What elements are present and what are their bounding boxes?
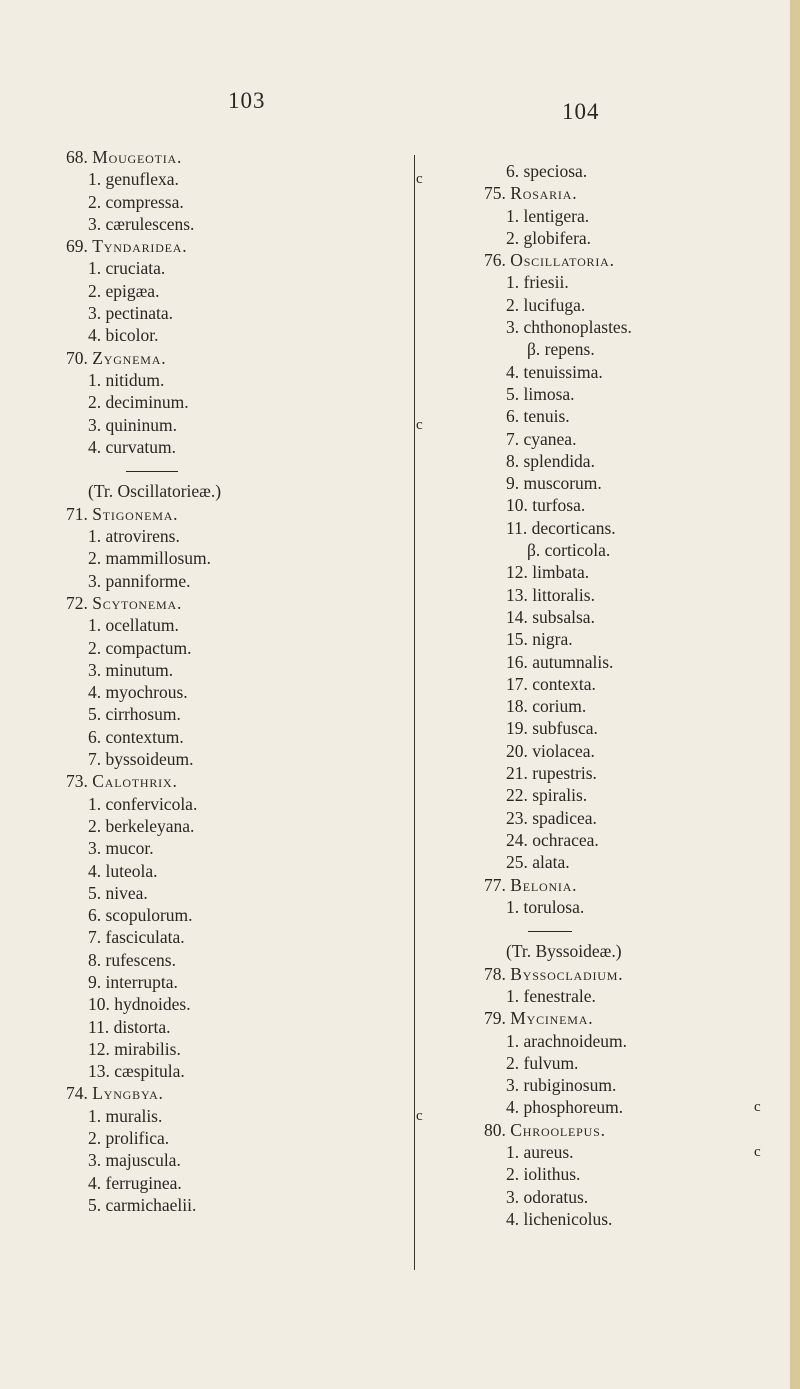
entry-name: majuscula.: [105, 1150, 181, 1171]
species-entry: [66, 213, 418, 235]
column-divider: [414, 155, 415, 1270]
species-entry: [66, 280, 418, 302]
entry-name: byssoideum.: [105, 749, 194, 770]
entry-name: ochracea.: [532, 829, 599, 850]
species-entry: [66, 971, 418, 993]
page-number-right: 104: [562, 99, 600, 124]
species-entry: [66, 302, 418, 324]
species-entry: [484, 717, 794, 739]
entry-number: 6.: [88, 905, 106, 926]
species-entry: [484, 294, 794, 316]
entry-number: 72.: [66, 592, 93, 613]
entry-name: chthonoplastes.: [523, 317, 632, 338]
entry-name: muralis.: [105, 1105, 163, 1126]
species-entry: [66, 748, 418, 770]
species-entry: [484, 784, 794, 806]
entry-name: compactum.: [105, 637, 192, 658]
entry-number: 4.: [88, 325, 106, 346]
entry-number: 1.: [506, 1030, 524, 1051]
entry-name: berkeleyana.: [105, 815, 195, 836]
entry-name: deciminum.: [105, 392, 189, 413]
entry-name: hydnoides.: [114, 994, 191, 1015]
page-number-left: 103: [228, 88, 266, 113]
entry-name: nivea.: [105, 882, 148, 903]
entry-name: friesii.: [523, 272, 569, 293]
entry-number: 2.: [88, 548, 106, 569]
species-entry: [484, 561, 794, 583]
entry-name: subfusca.: [532, 718, 598, 739]
species-entry: [66, 614, 418, 636]
entry-number: 3.: [88, 659, 106, 680]
entry-name: atrovirens.: [105, 526, 180, 547]
entry-name: curvatum.: [105, 436, 176, 457]
species-entry: [484, 316, 794, 338]
rule-line: [528, 931, 572, 932]
entry-name: decorticans.: [531, 517, 616, 538]
entry-name: lentigera.: [523, 205, 590, 226]
species-entry: [484, 494, 794, 516]
entry-name: contextum.: [105, 726, 184, 747]
entry-name: cirrhosum.: [105, 704, 181, 725]
entry-name: cruciata.: [105, 258, 166, 279]
species-entry: [66, 815, 418, 837]
entry-number: 6.: [88, 726, 106, 747]
entry-mark: c: [754, 1099, 761, 1116]
entry-number: 7.: [506, 428, 524, 449]
entry-name: Zygnema.: [92, 347, 167, 368]
genus-entry: [66, 770, 418, 792]
species-entry: [484, 896, 794, 918]
species-entry: [66, 1060, 418, 1082]
entry-name: Lyngbya.: [92, 1083, 164, 1104]
entry-name: Stigonema.: [92, 503, 179, 524]
entry-number: 4.: [506, 1208, 524, 1229]
entry-name: genuflexa.: [105, 169, 179, 190]
species-entry: [66, 681, 418, 703]
entry-number: β.: [527, 540, 545, 561]
entry-name: tenuissima.: [523, 361, 603, 382]
entry-name: interrupta.: [105, 971, 178, 992]
entry-mark: c: [416, 416, 423, 433]
species-entry: [66, 637, 418, 659]
entry-name: repens.: [544, 339, 595, 360]
entry-number: 3.: [88, 414, 106, 435]
page-edge: [790, 0, 800, 1389]
genus-entry: [66, 503, 418, 525]
species-entry: [484, 160, 794, 182]
species-entry: [66, 257, 418, 279]
entry-number: 3.: [88, 838, 106, 859]
entry-name: subsalsa.: [532, 606, 595, 627]
species-entry: [66, 926, 418, 948]
entry-number: β.: [527, 339, 545, 360]
entry-number: 9.: [88, 971, 106, 992]
entry-number: 1.: [506, 1142, 524, 1163]
variety-entry: [484, 539, 794, 561]
entry-name: prolifica.: [105, 1128, 170, 1149]
entry-number: 2.: [88, 637, 106, 658]
species-entry: [66, 391, 418, 413]
entry-name: rubiginosum.: [523, 1075, 617, 1096]
entry-name: turfosa.: [532, 495, 586, 516]
entry-number: 18.: [506, 696, 533, 717]
entry-number: 73.: [66, 771, 93, 792]
entry-name: autumnalis.: [532, 651, 614, 672]
species-entry: [66, 1105, 423, 1127]
species-entry: [484, 1074, 794, 1096]
variety-entry: [484, 338, 794, 360]
entry-name: (Tr. Oscillatorieæ.): [88, 481, 222, 502]
entry-name: iolithus.: [523, 1164, 581, 1185]
species-entry: [484, 361, 794, 383]
entry-number: 79.: [484, 1008, 511, 1029]
entry-name: tenuis.: [523, 406, 570, 427]
entry-number: 25.: [506, 852, 533, 873]
entry-name: limosa.: [523, 383, 575, 404]
entry-name: phosphoreum.: [523, 1097, 624, 1118]
entry-name: fasciculata.: [105, 927, 185, 948]
entry-name: Scytonema.: [92, 592, 183, 613]
species-entry: [484, 383, 794, 405]
entry-number: 16.: [506, 651, 533, 672]
entry-name: pectinata.: [105, 303, 174, 324]
entry-name: Belonia.: [510, 874, 578, 895]
entry-number: 4.: [88, 682, 106, 703]
entry-name: lichenicolus.: [523, 1208, 613, 1229]
entry-number: 12.: [88, 1038, 115, 1059]
entry-name: torulosa.: [523, 896, 585, 917]
entry-name: rufescens.: [105, 949, 176, 970]
entry-number: 2.: [506, 294, 524, 315]
species-entry: [66, 1016, 418, 1038]
species-entry: [66, 837, 418, 859]
entry-number: 76.: [484, 250, 511, 271]
entry-number: 2.: [88, 280, 106, 301]
entry-mark: c: [754, 1144, 761, 1161]
species-entry: [484, 1096, 794, 1118]
entry-number: 2.: [506, 1164, 524, 1185]
entry-number: 70.: [66, 347, 93, 368]
section-rule: [484, 918, 794, 940]
entry-name: scopulorum.: [105, 905, 193, 926]
entry-number: 69.: [66, 236, 93, 257]
entry-name: limbata.: [532, 562, 590, 583]
entry-name: panniforme.: [105, 570, 191, 591]
entry-name: corium.: [532, 696, 587, 717]
entry-number: 7.: [88, 927, 106, 948]
genus-entry: [66, 592, 418, 614]
entry-name: carmichaelii.: [105, 1194, 197, 1215]
entry-number: 5.: [88, 882, 106, 903]
entry-name: splendida.: [523, 450, 595, 471]
entry-number: 75.: [484, 183, 511, 204]
entry-number: 10.: [506, 495, 533, 516]
species-entry: [66, 726, 418, 748]
entry-name: fulvum.: [523, 1052, 579, 1073]
species-entry: [484, 985, 794, 1007]
entry-number: 3.: [506, 1075, 524, 1096]
entry-number: 3.: [88, 213, 106, 234]
entry-number: 6.: [506, 406, 524, 427]
entry-number: 7.: [88, 749, 106, 770]
genus-entry: [484, 249, 794, 271]
entry-number: 1.: [88, 369, 106, 390]
entry-name: ferruginea.: [105, 1172, 182, 1193]
species-entry: [66, 1194, 418, 1216]
entry-number: 19.: [506, 718, 533, 739]
entry-mark: c: [416, 171, 423, 188]
entry-name: mirabilis.: [114, 1038, 181, 1059]
genus-entry: [484, 874, 794, 896]
entry-number: 10.: [88, 994, 115, 1015]
species-entry: [484, 762, 794, 784]
entry-name: Oscillatoria.: [510, 250, 615, 271]
species-entry: [484, 1163, 794, 1185]
entry-number: 1.: [88, 258, 106, 279]
entry-name: ocellatum.: [105, 615, 179, 636]
entry-number: 2.: [506, 227, 524, 248]
genus-entry: [484, 182, 794, 204]
tribe-heading: [484, 940, 794, 962]
entry-name: contexta.: [532, 673, 596, 694]
entry-mark: c: [416, 1107, 423, 1124]
entry-number: 13.: [88, 1061, 115, 1082]
species-entry: [66, 191, 418, 213]
genus-entry: [484, 963, 794, 985]
entry-name: Mycinema.: [510, 1008, 594, 1029]
species-entry: [484, 1208, 794, 1230]
entry-number: 1.: [506, 205, 524, 226]
entry-number: 13.: [506, 584, 533, 605]
entry-name: bicolor.: [105, 325, 159, 346]
species-entry: [66, 1149, 418, 1171]
species-entry: [66, 1038, 418, 1060]
species-entry: [484, 606, 794, 628]
entry-name: lucifuga.: [523, 294, 586, 315]
species-entry: [484, 740, 794, 762]
entry-number: 22.: [506, 785, 533, 806]
entry-name: corticola.: [544, 540, 611, 561]
entry-name: aureus.: [523, 1142, 574, 1163]
species-entry: [66, 993, 418, 1015]
entry-name: fenestrale.: [523, 985, 596, 1006]
species-entry: [66, 659, 418, 681]
entry-name: quininum.: [105, 414, 177, 435]
species-entry: [66, 369, 418, 391]
entry-number: 4.: [506, 1097, 524, 1118]
entry-name: cyanea.: [523, 428, 577, 449]
entry-name: mucor.: [105, 838, 154, 859]
entry-number: 1.: [88, 526, 106, 547]
entry-number: 80.: [484, 1119, 511, 1140]
entry-number: 2.: [88, 191, 106, 212]
entry-name: myochrous.: [105, 682, 188, 703]
entry-name: nitidum.: [105, 369, 165, 390]
entry-number: 74.: [66, 1083, 93, 1104]
genus-entry: [66, 235, 418, 257]
entry-number: 2.: [506, 1052, 524, 1073]
entry-name: globifera.: [523, 227, 592, 248]
entry-number: 3.: [88, 1150, 106, 1171]
species-entry: [66, 793, 418, 815]
entry-number: 3.: [506, 317, 524, 338]
species-entry: [66, 324, 418, 346]
species-entry: [66, 570, 418, 592]
entry-name: speciosa.: [523, 161, 588, 181]
entry-number: 4.: [88, 860, 106, 881]
entry-name: spiralis.: [532, 785, 588, 806]
tribe-heading: [66, 480, 418, 502]
species-entry: [484, 227, 794, 249]
species-entry: [484, 628, 794, 650]
species-entry: [484, 205, 794, 227]
entry-name: Mougeotia.: [92, 147, 183, 167]
entry-number: 24.: [506, 829, 533, 850]
entry-number: 8.: [506, 450, 524, 471]
entry-number: 1.: [506, 272, 524, 293]
entry-number: 11.: [88, 1016, 114, 1037]
species-entry: [66, 904, 418, 926]
entry-name: cæspitula.: [114, 1061, 185, 1082]
entry-number: 1.: [88, 169, 106, 190]
entry-number: 1.: [88, 793, 106, 814]
entry-number: 3.: [88, 303, 106, 324]
entry-number: 1.: [506, 985, 524, 1006]
entry-name: compressa.: [105, 191, 184, 212]
entry-name: epigæa.: [105, 280, 160, 301]
entry-name: (Tr. Byssoideæ.): [506, 941, 622, 962]
species-entry: [66, 1127, 418, 1149]
entry-name: Calothrix.: [92, 771, 178, 792]
rule-line: [126, 471, 178, 472]
entry-number: 1.: [88, 1105, 106, 1126]
entry-number: 71.: [66, 503, 93, 524]
entry-number: 2.: [88, 1128, 106, 1149]
entry-name: Byssocladium.: [510, 963, 624, 984]
species-entry: [66, 1172, 418, 1194]
genus-entry: [484, 1007, 794, 1029]
entry-number: 5.: [88, 1194, 106, 1215]
entry-number: 5.: [88, 704, 106, 725]
entry-name: luteola.: [105, 860, 158, 881]
species-entry: [484, 851, 794, 873]
left-column-list: [66, 146, 423, 1216]
species-entry: [484, 584, 794, 606]
entry-number: 78.: [484, 963, 511, 984]
species-entry: [484, 651, 794, 673]
entry-number: 8.: [88, 949, 106, 970]
entry-name: mammillosum.: [105, 548, 211, 569]
entry-name: arachnoideum.: [523, 1030, 627, 1051]
entry-name: cærulescens.: [105, 213, 195, 234]
entry-number: 4.: [506, 361, 524, 382]
species-entry: [66, 860, 418, 882]
entry-number: 6.: [506, 161, 524, 181]
entry-number: 14.: [506, 606, 533, 627]
entry-number: 3.: [506, 1186, 524, 1207]
entry-name: minutum.: [105, 659, 174, 680]
entry-number: 11.: [506, 517, 532, 538]
species-entry: [66, 547, 418, 569]
species-entry: [66, 414, 423, 436]
species-entry: [66, 168, 423, 190]
entry-name: distorta.: [113, 1016, 171, 1037]
species-entry: [484, 271, 794, 293]
entry-number: 77.: [484, 874, 511, 895]
entry-number: 20.: [506, 740, 533, 761]
entry-number: 2.: [88, 815, 106, 836]
entry-number: 1.: [506, 896, 524, 917]
species-entry: [484, 405, 794, 427]
species-entry: [484, 1141, 794, 1163]
species-entry: [484, 1052, 794, 1074]
species-entry: [484, 517, 794, 539]
species-entry: [484, 695, 794, 717]
species-entry: [66, 525, 418, 547]
entry-number: 12.: [506, 562, 533, 583]
species-entry: [484, 673, 794, 695]
entry-name: Tyndaridea.: [92, 236, 188, 257]
species-entry: [66, 949, 418, 971]
species-entry: [66, 882, 418, 904]
entry-name: confervicola.: [105, 793, 198, 814]
genus-entry: [66, 146, 418, 168]
entry-name: violacea.: [532, 740, 595, 761]
species-entry: [66, 703, 418, 725]
entry-number: 21.: [506, 763, 533, 784]
species-entry: [484, 807, 794, 829]
entry-number: 68.: [66, 147, 93, 167]
entry-name: alata.: [532, 852, 570, 873]
genus-entry: [66, 347, 418, 369]
species-entry: [484, 1186, 794, 1208]
entry-number: 5.: [506, 383, 524, 404]
entry-number: 15.: [506, 629, 533, 650]
entry-name: Chroolepus.: [510, 1119, 606, 1140]
entry-number: 17.: [506, 673, 533, 694]
species-entry: [484, 472, 794, 494]
entry-number: 4.: [88, 1172, 106, 1193]
entry-name: rupestris.: [532, 763, 597, 784]
section-rule: [66, 458, 418, 480]
entry-number: 23.: [506, 807, 533, 828]
entry-name: nigra.: [532, 629, 573, 650]
entry-number: 1.: [88, 615, 106, 636]
entry-name: odoratus.: [523, 1186, 589, 1207]
entry-name: littoralis.: [532, 584, 595, 605]
right-column-list: [484, 160, 794, 1230]
species-entry: [484, 829, 794, 851]
species-entry: [484, 428, 794, 450]
entry-name: Rosaria.: [510, 183, 578, 204]
species-entry: [484, 450, 794, 472]
entry-number: 9.: [506, 473, 524, 494]
entry-number: 2.: [88, 392, 106, 413]
species-entry: [484, 1030, 794, 1052]
genus-entry: [484, 1119, 794, 1141]
genus-entry: [66, 1082, 418, 1104]
entry-number: 3.: [88, 570, 106, 591]
species-entry: [66, 436, 418, 458]
entry-name: muscorum.: [523, 473, 602, 494]
entry-number: 4.: [88, 436, 106, 457]
entry-name: spadicea.: [532, 807, 597, 828]
